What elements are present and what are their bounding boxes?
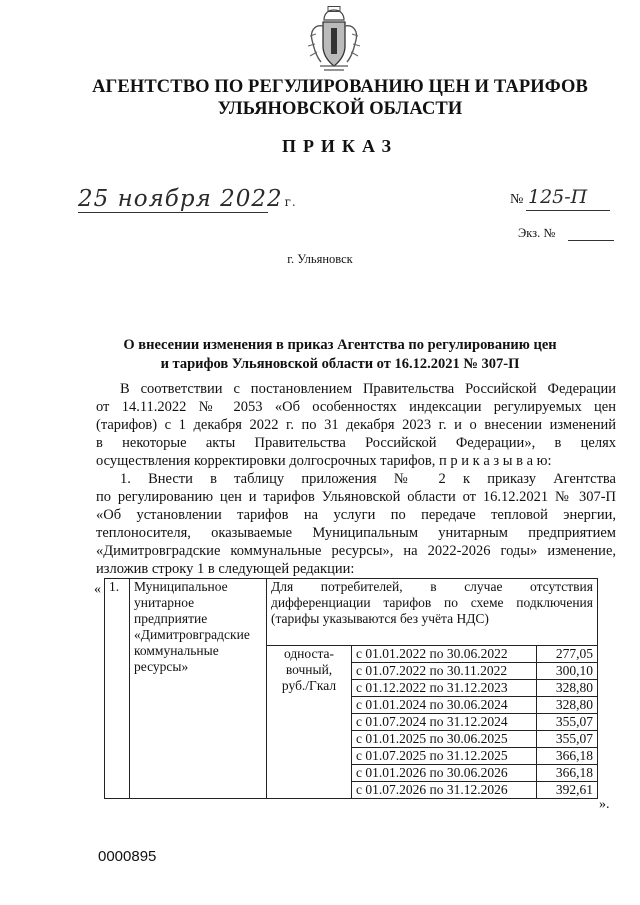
subject-line2: и тарифов Ульяновской области от 16.12.2021 № 307-П	[160, 356, 520, 372]
tariff-value-cell: 366,18	[537, 765, 598, 782]
copy-number-label: Экз. №	[518, 226, 556, 240]
date-underline	[78, 212, 268, 213]
unit-cell: односта-вочный, руб./Гкал	[267, 646, 352, 799]
body-line: от 14.11.2022 № 2053 «Об особенностях индексации регулируемых цен	[96, 399, 616, 415]
city: г. Ульяновск	[287, 252, 353, 266]
organization-cell: Муниципальное унитарное предприятие «Димитровградские коммунальные ресурсы»	[130, 579, 267, 799]
body-line: по регулированию цен и тарифов Ульяновской области от 16.12.2021 № 307-П	[96, 489, 616, 505]
subject-line1: О внесении изменения в приказ Агентства по регулированию цен	[123, 337, 557, 353]
quote-close: ».	[599, 797, 610, 812]
tariff-table	[104, 578, 598, 799]
order-number-value: 125-П	[528, 186, 588, 208]
period-cell: с 01.07.2026 по 31.12.2026	[352, 782, 537, 799]
coat-of-arms-emblem	[304, 6, 364, 72]
body-line: в некоторые акты Правительства Российской Федерации», в целях	[96, 435, 616, 451]
handwritten-date	[78, 186, 297, 212]
period-cell: с 01.01.2026 по 30.06.2026	[352, 765, 537, 782]
body-line: 1. Внести в таблицу приложения № 2 к приказу Агентства	[120, 471, 616, 487]
period-cell: с 01.01.2024 по 30.06.2024	[352, 697, 537, 714]
tariff-value-cell: 355,07	[537, 714, 598, 731]
body-line: «Об установлении тарифов на услуги по передаче тепловой энергии,	[96, 507, 616, 523]
period-cell: с 01.01.2025 по 30.06.2025	[352, 731, 537, 748]
document-code: 0000895	[98, 848, 157, 865]
body-line: «Димитровградские коммунальные ресурсы», на 2022-2026 годы» изменение,	[96, 543, 616, 559]
tariff-value-cell: 277,05	[537, 646, 598, 663]
number-underline	[526, 210, 610, 211]
body-text	[96, 380, 616, 578]
agency-title-line1: АГЕНТСТВО ПО РЕГУЛИРОВАНИЮ ЦЕН И ТАРИФОВ	[92, 77, 588, 97]
agency-title-line2: УЛЬЯНОВСКОЙ ОБЛАСТИ	[217, 99, 463, 119]
period-cell: с 01.12.2022 по 31.12.2023	[352, 680, 537, 697]
body-line: изложив строку 1 в следующей редакции:	[96, 561, 355, 577]
table-row	[105, 579, 598, 646]
date-value: 25 ноября 2022	[78, 186, 283, 212]
body-line: осуществления корректировки долгосрочных тарифов, п р и к а з ы в а ю:	[96, 453, 552, 469]
period-cell: с 01.01.2022 по 30.06.2022	[352, 646, 537, 663]
tariff-value-cell: 392,61	[537, 782, 598, 799]
row-number: 1.	[105, 579, 130, 799]
tariff-value-cell: 328,80	[537, 680, 598, 697]
order-number-label: №	[510, 192, 524, 207]
period-cell: с 01.07.2025 по 31.12.2025	[352, 748, 537, 765]
tariff-value-cell: 328,80	[537, 697, 598, 714]
copy-number-line	[568, 240, 614, 241]
quote-open: «	[94, 582, 101, 597]
document-type: ПРИКАЗ	[281, 136, 399, 156]
date-suffix: г.	[284, 195, 297, 209]
tariff-value-cell: 355,07	[537, 731, 598, 748]
period-cell: с 01.07.2022 по 30.11.2022	[352, 663, 537, 680]
tariff-value-cell: 366,18	[537, 748, 598, 765]
tariff-value-cell: 300,10	[537, 663, 598, 680]
body-line: теплоносителя, оказываемые Муниципальным унитарным предприятием	[96, 525, 616, 541]
body-line: (тарифов) с 1 декабря 2022 г. по 31 декабря 2023 г. и о внесении изменений	[96, 417, 616, 433]
body-line: В соответствии с постановлением Правительства Российской Федерации	[120, 381, 616, 397]
description-cell: Для потребителей, в случае отсутствия дифференциации тарифов по схеме подключения (тарифы указываются без учёта НДС)	[267, 579, 598, 646]
period-cell: с 01.07.2024 по 31.12.2024	[352, 714, 537, 731]
